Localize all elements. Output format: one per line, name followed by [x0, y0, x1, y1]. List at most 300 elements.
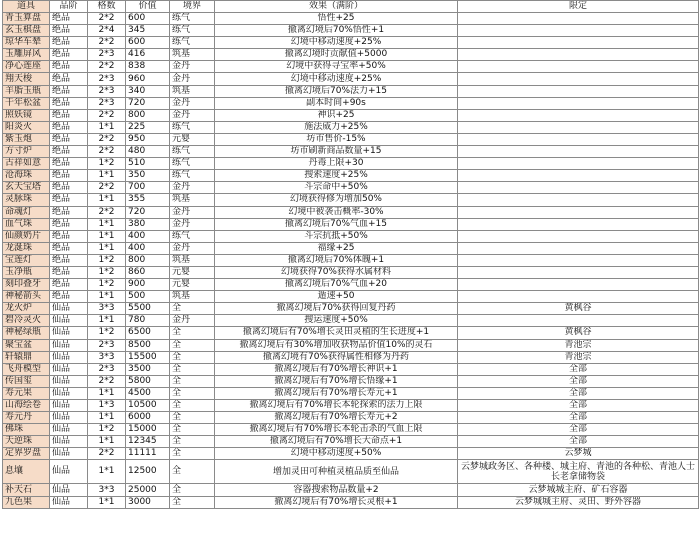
cell-slots: 1*1	[88, 242, 126, 254]
cell-value: 3000	[126, 496, 170, 508]
cell-value: 720	[126, 206, 170, 218]
cell-slots: 2*2	[88, 61, 126, 73]
cell-effect: 幻境获得修为增加50%	[215, 194, 458, 206]
cell-grade: 绝品	[50, 266, 88, 278]
cell-slots: 2*2	[88, 448, 126, 460]
cell-realm: 练气	[170, 158, 215, 170]
cell-value: 8500	[126, 339, 170, 351]
cell-limit	[458, 266, 699, 278]
cell-limit: 黄枫谷	[458, 303, 699, 315]
cell-effect: 撤离幻境后有70%增长本轮击杀的气血上限	[215, 424, 458, 436]
cell-slots: 2*3	[88, 85, 126, 97]
cell-slots: 2*3	[88, 49, 126, 61]
cell-grade: 仙品	[50, 327, 88, 339]
table-row	[3, 303, 699, 315]
cell-effect: 悟性+25	[215, 13, 458, 25]
cell-item-name: 灵脉珠	[3, 194, 50, 206]
cell-limit: 云梦城城主府、灵田、野外容器	[458, 496, 699, 508]
cell-limit	[458, 315, 699, 327]
cell-value: 225	[126, 121, 170, 133]
cell-realm: 金丹	[170, 182, 215, 194]
cell-grade: 绝品	[50, 158, 88, 170]
cell-grade: 仙品	[50, 448, 88, 460]
table-row	[3, 182, 699, 194]
table-row	[3, 109, 699, 121]
cell-value: 900	[126, 279, 170, 291]
cell-realm: 金丹	[170, 97, 215, 109]
cell-realm: 金丹	[170, 61, 215, 73]
cell-grade: 绝品	[50, 109, 88, 121]
cell-realm: 练气	[170, 230, 215, 242]
table-row	[3, 327, 699, 339]
table-row	[3, 146, 699, 158]
cell-realm: 筑基	[170, 291, 215, 303]
cell-item-name: 寿元果	[3, 387, 50, 399]
table-row	[3, 412, 699, 424]
cell-limit: 全部	[458, 387, 699, 399]
table-row	[3, 25, 699, 37]
cell-grade: 绝品	[50, 291, 88, 303]
table-row	[3, 158, 699, 170]
cell-limit	[458, 206, 699, 218]
cell-item-name: 天逆珠	[3, 436, 50, 448]
cell-realm: 筑基	[170, 254, 215, 266]
cell-effect: 撤离幻境后有70%增长寿元+2	[215, 412, 458, 424]
cell-effect: 福缘+25	[215, 242, 458, 254]
cell-slots: 2*2	[88, 375, 126, 387]
cell-grade: 仙品	[50, 424, 88, 436]
table-row	[3, 230, 699, 242]
cell-grade: 绝品	[50, 49, 88, 61]
cell-realm: 全	[170, 303, 215, 315]
header-item: 道具	[3, 1, 50, 13]
cell-effect: 幻境获得70%获得水属材料	[215, 266, 458, 278]
table-row	[3, 37, 699, 49]
cell-limit: 全部	[458, 375, 699, 387]
cell-realm: 筑基	[170, 85, 215, 97]
cell-item-name: 青玉算盘	[3, 13, 50, 25]
cell-grade: 绝品	[50, 85, 88, 97]
cell-effect: 斗宗抗抵+50%	[215, 230, 458, 242]
cell-value: 5500	[126, 303, 170, 315]
cell-item-name: 息壤	[3, 460, 50, 484]
cell-effect: 撤离幻境有70%获得属性相修为丹药	[215, 351, 458, 363]
cell-slots: 2*2	[88, 13, 126, 25]
cell-grade: 绝品	[50, 279, 88, 291]
cell-effect: 撤离幻境后70%气血+15	[215, 218, 458, 230]
table-row	[3, 436, 699, 448]
table-row	[3, 496, 699, 508]
cell-grade: 仙品	[50, 460, 88, 484]
cell-effect: 幻境中移动速度+50%	[215, 448, 458, 460]
cell-value: 780	[126, 315, 170, 327]
cell-value: 6500	[126, 327, 170, 339]
cell-realm: 练气	[170, 37, 215, 49]
table-row	[3, 121, 699, 133]
table-row	[3, 387, 699, 399]
cell-slots: 2*2	[88, 182, 126, 194]
table-row	[3, 351, 699, 363]
cell-item-name: 补天石	[3, 484, 50, 496]
table-row	[3, 170, 699, 182]
cell-item-name: 琼华车辇	[3, 37, 50, 49]
cell-slots: 1*1	[88, 496, 126, 508]
cell-limit	[458, 49, 699, 61]
cell-value: 860	[126, 266, 170, 278]
cell-slots: 1*1	[88, 121, 126, 133]
cell-slots: 1*2	[88, 424, 126, 436]
cell-limit	[458, 182, 699, 194]
cell-slots: 2*2	[88, 206, 126, 218]
cell-limit	[458, 230, 699, 242]
cell-realm: 全	[170, 339, 215, 351]
cell-value: 700	[126, 182, 170, 194]
cell-value: 800	[126, 109, 170, 121]
cell-realm: 金丹	[170, 242, 215, 254]
cell-grade: 绝品	[50, 218, 88, 230]
cell-limit: 全部	[458, 424, 699, 436]
cell-item-name: 古祥如意	[3, 158, 50, 170]
cell-limit: 青池宗	[458, 351, 699, 363]
cell-limit: 云梦城	[458, 448, 699, 460]
cell-item-name: 飞舟模型	[3, 363, 50, 375]
cell-effect: 撤离幻境后有70%增长灵根+1	[215, 496, 458, 508]
cell-effect: 撤离幻境后有70%增长神识+1	[215, 363, 458, 375]
table-row	[3, 97, 699, 109]
table-row	[3, 291, 699, 303]
cell-effect: 撤离幻境后70%法力+15	[215, 85, 458, 97]
header-limit: 限定	[458, 1, 699, 13]
cell-value: 350	[126, 170, 170, 182]
cell-value: 340	[126, 85, 170, 97]
table-row	[3, 61, 699, 73]
cell-value: 12345	[126, 436, 170, 448]
cell-effect: 幻境中被袭击概率-30%	[215, 206, 458, 218]
table-row	[3, 194, 699, 206]
table-row	[3, 448, 699, 460]
cell-item-name: 净心莲座	[3, 61, 50, 73]
cell-realm: 全	[170, 412, 215, 424]
cell-value: 380	[126, 218, 170, 230]
cell-grade: 仙品	[50, 412, 88, 424]
cell-value: 25000	[126, 484, 170, 496]
header-value: 价值	[126, 1, 170, 13]
cell-item-name: 玉净瓶	[3, 266, 50, 278]
cell-realm: 元婴	[170, 266, 215, 278]
table-row	[3, 206, 699, 218]
cell-grade: 绝品	[50, 194, 88, 206]
cell-limit	[458, 254, 699, 266]
cell-limit: 全部	[458, 436, 699, 448]
cell-value: 12500	[126, 460, 170, 484]
cell-value: 416	[126, 49, 170, 61]
cell-grade: 仙品	[50, 484, 88, 496]
cell-effect: 幻境中移动速度+25%	[215, 73, 458, 85]
cell-item-name: 聚宝盆	[3, 339, 50, 351]
cell-limit	[458, 121, 699, 133]
cell-value: 480	[126, 146, 170, 158]
cell-effect: 搜运速度+50%	[215, 315, 458, 327]
table-row	[3, 218, 699, 230]
cell-slots: 1*1	[88, 170, 126, 182]
cell-slots: 3*3	[88, 303, 126, 315]
table-row	[3, 315, 699, 327]
cell-slots: 2*2	[88, 37, 126, 49]
cell-grade: 绝品	[50, 146, 88, 158]
cell-limit	[458, 133, 699, 145]
table-row	[3, 424, 699, 436]
cell-value: 500	[126, 291, 170, 303]
cell-slots: 3*3	[88, 484, 126, 496]
cell-grade: 绝品	[50, 133, 88, 145]
cell-item-name: 紫玉炮	[3, 133, 50, 145]
cell-limit: 青池宗	[458, 339, 699, 351]
cell-value: 800	[126, 254, 170, 266]
header-slots: 格数	[88, 1, 126, 13]
cell-limit	[458, 61, 699, 73]
cell-effect: 斗宗命中+50%	[215, 182, 458, 194]
table-body	[3, 13, 699, 509]
cell-limit	[458, 73, 699, 85]
cell-item-name: 仙颜奶片	[3, 230, 50, 242]
cell-effect: 撤离幻境后有30%增加收获物品价值10%的灵石	[215, 339, 458, 351]
table-row	[3, 400, 699, 412]
cell-effect: 撤离幻境后有70%增长大命点+1	[215, 436, 458, 448]
cell-slots: 2*3	[88, 97, 126, 109]
cell-limit: 全部	[458, 400, 699, 412]
cell-value: 6000	[126, 412, 170, 424]
cell-item-name: 佛珠	[3, 424, 50, 436]
table-row	[3, 85, 699, 97]
cell-slots: 1*1	[88, 412, 126, 424]
table-row	[3, 242, 699, 254]
cell-grade: 绝品	[50, 230, 88, 242]
header-effect: 效果（满阶）	[215, 1, 458, 13]
table-row	[3, 279, 699, 291]
header-grade: 品阶	[50, 1, 88, 13]
cell-effect: 丹毒上限+30	[215, 158, 458, 170]
cell-grade: 仙品	[50, 363, 88, 375]
cell-slots: 2*3	[88, 363, 126, 375]
cell-grade: 绝品	[50, 61, 88, 73]
cell-effect: 撤离幻境后有70%增长寿元+1	[215, 387, 458, 399]
cell-realm: 全	[170, 327, 215, 339]
cell-realm: 全	[170, 400, 215, 412]
cell-slots: 1*2	[88, 266, 126, 278]
cell-grade: 仙品	[50, 303, 88, 315]
cell-slots: 1*1	[88, 230, 126, 242]
cell-value: 720	[126, 97, 170, 109]
cell-limit	[458, 279, 699, 291]
cell-value: 600	[126, 37, 170, 49]
cell-item-name: 碧冷灵火	[3, 315, 50, 327]
cell-value: 950	[126, 133, 170, 145]
cell-slots: 1*1	[88, 218, 126, 230]
cell-slots: 1*1	[88, 315, 126, 327]
cell-slots: 1*2	[88, 254, 126, 266]
cell-item-name: 玄玉棋盘	[3, 25, 50, 37]
table-row	[3, 13, 699, 25]
table-row	[3, 73, 699, 85]
cell-realm: 筑基	[170, 194, 215, 206]
cell-item-name: 沧海珠	[3, 170, 50, 182]
cell-effect: 容器搜索物品数量+2	[215, 484, 458, 496]
cell-value: 355	[126, 194, 170, 206]
cell-grade: 绝品	[50, 97, 88, 109]
cell-item-name: 神秘绿瓶	[3, 327, 50, 339]
cell-grade: 仙品	[50, 375, 88, 387]
cell-value: 3500	[126, 363, 170, 375]
cell-realm: 元婴	[170, 133, 215, 145]
cell-value: 11111	[126, 448, 170, 460]
cell-limit	[458, 13, 699, 25]
table-row	[3, 484, 699, 496]
cell-limit: 全部	[458, 363, 699, 375]
cell-slots: 2*2	[88, 146, 126, 158]
cell-slots: 2*2	[88, 109, 126, 121]
cell-item-name: 宝莲灯	[3, 254, 50, 266]
cell-item-name: 羊脂玉瓶	[3, 85, 50, 97]
table-row	[3, 363, 699, 375]
cell-value: 400	[126, 230, 170, 242]
cell-realm: 金丹	[170, 109, 215, 121]
cell-grade: 绝品	[50, 37, 88, 49]
table-row	[3, 375, 699, 387]
cell-grade: 仙品	[50, 387, 88, 399]
cell-realm: 练气	[170, 170, 215, 182]
cell-limit	[458, 97, 699, 109]
table-row	[3, 339, 699, 351]
table-row	[3, 49, 699, 61]
cell-effect: 撤离幻境后70%体魄+1	[215, 254, 458, 266]
cell-item-name: 血气珠	[3, 218, 50, 230]
cell-slots: 1*1	[88, 387, 126, 399]
cell-realm: 金丹	[170, 315, 215, 327]
cell-realm: 元婴	[170, 279, 215, 291]
item-table	[2, 0, 699, 509]
cell-slots: 2*3	[88, 339, 126, 351]
table-row	[3, 133, 699, 145]
cell-realm: 全	[170, 351, 215, 363]
cell-realm: 全	[170, 424, 215, 436]
cell-realm: 全	[170, 496, 215, 508]
cell-item-name: 玄天宝塔	[3, 182, 50, 194]
cell-item-name: 玉雕屏风	[3, 49, 50, 61]
cell-realm: 筑基	[170, 49, 215, 61]
cell-grade: 仙品	[50, 436, 88, 448]
cell-limit	[458, 291, 699, 303]
cell-value: 4500	[126, 387, 170, 399]
cell-slots: 1*2	[88, 158, 126, 170]
cell-effect: 搜索速度+25%	[215, 170, 458, 182]
cell-slots: 1*3	[88, 400, 126, 412]
cell-limit	[458, 194, 699, 206]
cell-value: 838	[126, 61, 170, 73]
cell-item-name: 命魂灯	[3, 206, 50, 218]
cell-effect: 撤离幻境后70%气血+20	[215, 279, 458, 291]
cell-item-name: 神秘箭头	[3, 291, 50, 303]
cell-grade: 绝品	[50, 13, 88, 25]
cell-item-name: 照妖镜	[3, 109, 50, 121]
cell-item-name: 九色果	[3, 496, 50, 508]
cell-slots: 1*1	[88, 436, 126, 448]
cell-realm: 全	[170, 448, 215, 460]
cell-realm: 练气	[170, 146, 215, 158]
cell-item-name: 刻印叠牙	[3, 279, 50, 291]
cell-effect: 坊市售价-15%	[215, 133, 458, 145]
cell-limit	[458, 170, 699, 182]
cell-limit	[458, 85, 699, 97]
cell-effect: 撤离幻境后有70%增长悟缘+1	[215, 375, 458, 387]
cell-value: 15500	[126, 351, 170, 363]
cell-slots: 1*2	[88, 279, 126, 291]
cell-value: 960	[126, 73, 170, 85]
cell-item-name: 传国玺	[3, 375, 50, 387]
cell-effect: 撤离幻境后有70%增长本轮探索的法力上限	[215, 400, 458, 412]
cell-slots: 2*3	[88, 73, 126, 85]
cell-grade: 仙品	[50, 496, 88, 508]
cell-grade: 仙品	[50, 339, 88, 351]
cell-effect: 撤离幻境后70%获得回复丹药	[215, 303, 458, 315]
cell-realm: 全	[170, 387, 215, 399]
table-row	[3, 460, 699, 484]
cell-effect: 副本时间+90s	[215, 97, 458, 109]
cell-effect: 幻境中移动速度+25%	[215, 37, 458, 49]
cell-item-name: 龙涎珠	[3, 242, 50, 254]
cell-grade: 绝品	[50, 182, 88, 194]
cell-effect: 施法威力+25%	[215, 121, 458, 133]
cell-grade: 绝品	[50, 254, 88, 266]
cell-realm: 全	[170, 436, 215, 448]
cell-realm: 全	[170, 363, 215, 375]
cell-slots: 1*1	[88, 460, 126, 484]
cell-realm: 全	[170, 375, 215, 387]
cell-realm: 练气	[170, 121, 215, 133]
cell-value: 510	[126, 158, 170, 170]
cell-item-name: 寿元丹	[3, 412, 50, 424]
cell-item-name: 龙火炉	[3, 303, 50, 315]
cell-grade: 绝品	[50, 121, 88, 133]
cell-slots: 1*1	[88, 194, 126, 206]
cell-limit: 云梦城城主府、矿石容器	[458, 484, 699, 496]
cell-grade: 绝品	[50, 25, 88, 37]
cell-item-name: 阳炎火	[3, 121, 50, 133]
cell-grade: 绝品	[50, 206, 88, 218]
cell-limit	[458, 37, 699, 49]
cell-effect: 增加灵田可种植灵植品质至仙品	[215, 460, 458, 484]
cell-limit: 全部	[458, 412, 699, 424]
cell-effect: 幻境中获得寻宝率+50%	[215, 61, 458, 73]
cell-limit	[458, 218, 699, 230]
cell-slots: 1*2	[88, 327, 126, 339]
cell-limit	[458, 146, 699, 158]
cell-effect: 撤离幻境后70%悟性+1	[215, 25, 458, 37]
table-row	[3, 266, 699, 278]
cell-limit	[458, 109, 699, 121]
cell-limit	[458, 158, 699, 170]
cell-item-name: 轩辕鼎	[3, 351, 50, 363]
cell-item-name: 定界罗盘	[3, 448, 50, 460]
cell-value: 345	[126, 25, 170, 37]
cell-realm: 全	[170, 460, 215, 484]
cell-slots: 3*3	[88, 351, 126, 363]
cell-realm: 练气	[170, 25, 215, 37]
cell-grade: 仙品	[50, 351, 88, 363]
cell-realm: 金丹	[170, 73, 215, 85]
cell-item-name: 干年松盆	[3, 97, 50, 109]
cell-grade: 绝品	[50, 170, 88, 182]
cell-value: 15000	[126, 424, 170, 436]
